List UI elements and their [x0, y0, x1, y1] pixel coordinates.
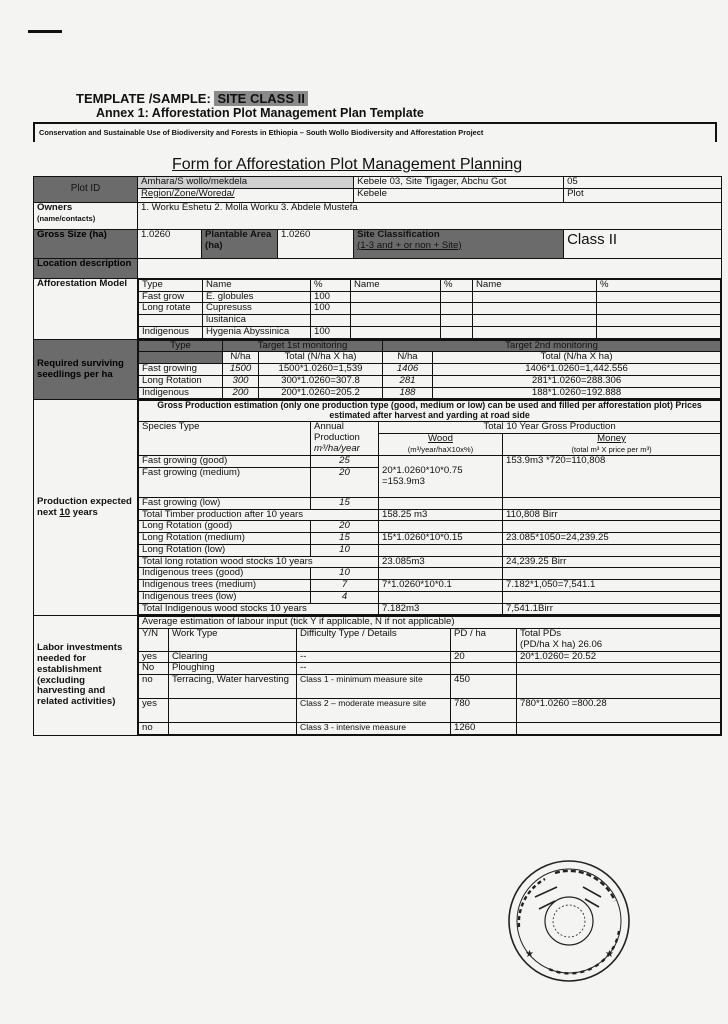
model-row-type: Indigenous	[139, 326, 203, 338]
production-row-species: Long Rotation (good)	[139, 521, 311, 533]
seedlings-sub-total: Total (N/ha X ha)	[259, 352, 383, 364]
gross-size-label: Gross Size (ha)	[34, 230, 138, 259]
labor-row-difficulty: Class 1 - minimum measure site	[297, 674, 451, 698]
labor-row-work: Terracing, Water harvesting	[169, 674, 297, 698]
planning-form-table	[33, 176, 722, 736]
labor-row-yn: no	[139, 674, 169, 698]
production-row-money: 7.182*1,050=7,541.1	[503, 580, 721, 592]
official-stamp-seal	[505, 857, 633, 985]
svg-text:★: ★	[605, 949, 614, 960]
labor-header-yn: Y/N	[139, 629, 169, 651]
production-header-annual: Annual Production m³/ha/year	[311, 422, 379, 456]
labor-row-difficulty: --	[297, 663, 451, 675]
labor-row-yn: yes	[139, 651, 169, 663]
production-total-row: Total Timber production after 10 years	[139, 509, 379, 521]
labor-row-work: Clearing	[169, 651, 297, 663]
labor-row-total: 780*1.0260 =800.28	[517, 698, 721, 722]
model-row-pct: 100	[311, 303, 351, 315]
owners-label: Owners (name/contacts)	[34, 203, 138, 230]
svg-text:★: ★	[525, 949, 534, 960]
production-row-annual: 15	[311, 497, 379, 509]
plot-id-label: Plot ID	[34, 177, 138, 203]
production-header-wood: Wood (m³/year/haX10x%)	[379, 433, 503, 455]
plot-number: 05	[564, 177, 721, 189]
labor-row-total	[517, 663, 721, 675]
model-header-pct: %	[311, 280, 351, 292]
production-row-money: 23.085*1050=24,239.25	[503, 533, 721, 545]
production-row-species: Indigenous trees (good)	[139, 568, 311, 580]
location-label: Location description	[34, 259, 138, 279]
production-total-row: Total Indigenous wood stocks 10 years	[139, 603, 379, 615]
labor-row-pd: 20	[451, 651, 517, 663]
seedlings-row-n2: 281	[383, 375, 433, 387]
plantable-area-value: 1.0260	[278, 230, 354, 259]
production-table	[138, 400, 721, 615]
labor-table	[138, 616, 721, 734]
production-row-species: Long Rotation (medium)	[139, 533, 311, 545]
model-header-name-2: Name	[351, 280, 441, 292]
production-row-annual: 10	[311, 544, 379, 556]
seedlings-label: Required surviving seedlings per ha	[34, 339, 138, 400]
labor-header-difficulty: Difficulty Type / Details	[297, 629, 451, 651]
afforestation-model-cell	[138, 279, 722, 340]
production-row-annual: 20	[311, 521, 379, 533]
model-row-pct: 100	[311, 326, 351, 338]
seedlings-row-n1: 1500	[223, 364, 259, 376]
seedlings-sub-nha-2: N/ha	[383, 352, 433, 364]
site-classification-label: Site Classification (1-3 and + or non + Site)	[354, 230, 564, 259]
production-row-wood: 158.25 m3	[379, 509, 503, 521]
labor-row-pd: 780	[451, 698, 517, 722]
production-row-money: 110,808 Birr	[503, 509, 721, 521]
model-row-pct: 100	[311, 291, 351, 303]
model-header-name-3: Name	[473, 280, 597, 292]
production-row-annual: 20	[311, 467, 379, 497]
seedlings-sub-nha: N/ha	[223, 352, 259, 364]
model-row-name: E. globules	[203, 291, 311, 303]
region-cell	[138, 177, 354, 203]
production-header-total: Total 10 Year Gross Production	[379, 422, 721, 434]
production-row-money: 153.9m3 *720=110,808	[503, 456, 721, 498]
location-value	[138, 259, 722, 279]
seedlings-row-type: Indigenous	[139, 387, 223, 399]
site-class-highlight: SITE CLASS II	[214, 91, 307, 106]
seedlings-row-t1: 1500*1.0260=1,539	[259, 364, 383, 376]
labor-header-pd: PD / ha	[451, 629, 517, 651]
template-heading	[76, 91, 308, 106]
owners-value: 1. Worku Eshetu 2. Molla Worku 3. Abdele Mustefa	[138, 203, 722, 230]
labor-row-difficulty: Class 3 - intensive measure	[297, 722, 451, 734]
model-row-name-cont: lusitanica	[203, 315, 311, 327]
production-row-wood: 15*1.0260*10*0.15	[379, 533, 503, 545]
seedlings-cell	[138, 339, 722, 400]
seedlings-sub-total-2: Total (N/ha X ha)	[433, 352, 721, 364]
model-row-name: Cupresuss	[203, 303, 311, 315]
production-row-species: Indigenous trees (low)	[139, 591, 311, 603]
production-row-species: Indigenous trees (medium)	[139, 580, 311, 592]
production-row-species: Fast growing (low)	[139, 497, 311, 509]
labor-row-pd	[451, 663, 517, 675]
template-label: TEMPLATE /SAMPLE:	[76, 91, 211, 106]
kebele-label: Kebele	[357, 187, 387, 199]
labor-row-difficulty: Class 2 – moderate measure site	[297, 698, 451, 722]
production-cell	[138, 400, 722, 616]
production-row-annual: 10	[311, 568, 379, 580]
model-table	[138, 279, 721, 339]
site-class-value: Class II	[564, 230, 722, 259]
labor-row-pd: 450	[451, 674, 517, 698]
plot-number-cell	[564, 177, 722, 203]
seedlings-header-target-1: Target 1st monitoring	[223, 340, 383, 352]
plantable-area-label: Plantable Area (ha)	[202, 230, 278, 259]
labor-row-pd: 1260	[451, 722, 517, 734]
labor-row-yn: yes	[139, 698, 169, 722]
production-label: Production expected next 10 years	[34, 400, 138, 616]
form-title: Form for Afforestation Plot Management Planning	[172, 156, 523, 173]
seedlings-row-n1: 300	[223, 375, 259, 387]
model-header-pct-2: %	[441, 280, 473, 292]
production-row-wood: 7.182m3	[379, 603, 503, 615]
labor-row-difficulty: --	[297, 651, 451, 663]
seedlings-table	[138, 340, 721, 400]
seedlings-row-t1: 300*1.0260=307.8	[259, 375, 383, 387]
production-total-row: Total long rotation wood stocks 10 years	[139, 556, 379, 568]
production-header-species: Species Type	[139, 422, 311, 456]
seedlings-row-n2: 188	[383, 387, 433, 399]
labor-note: Average estimation of labour input (tick Y if applicable, N if not applicable)	[139, 617, 721, 629]
production-row-annual: 15	[311, 533, 379, 545]
model-header-pct-3: %	[597, 280, 721, 292]
seedlings-header-target-2: Target 2nd monitoring	[383, 340, 721, 352]
production-row-annual: 25	[311, 456, 379, 468]
seedlings-row-t2: 1406*1.0260=1,442.556	[433, 364, 721, 376]
labor-cell	[138, 616, 722, 735]
labor-row-work: Ploughing	[169, 663, 297, 675]
production-row-annual: 7	[311, 580, 379, 592]
plot-label: Plot	[567, 187, 584, 199]
gross-size-value: 1.0260	[138, 230, 202, 259]
production-header-money: Money (total m³ X price per m³)	[503, 433, 721, 455]
production-note: Gross Production estimation (only one production type (good, medium or low) can be used and filled per afforestation plot) Prices estimated after harvest and yarding at road side	[139, 401, 721, 422]
region-label: Region/Zone/Woreda/	[141, 187, 235, 199]
production-row-wood: 20*1.0260*10*0.75 =153.9m3	[379, 456, 503, 498]
production-row-money: 24,239.25 Birr	[503, 556, 721, 568]
labor-header-total: Total PDs (PD/ha X ha) 26.06	[517, 629, 721, 651]
labor-row-yn: no	[139, 722, 169, 734]
top-dash-mark	[28, 30, 62, 33]
seedlings-row-type: Fast growing	[139, 364, 223, 376]
production-row-species: Long Rotation (low)	[139, 544, 311, 556]
seedlings-row-t2: 281*1.0260=288.306	[433, 375, 721, 387]
kebele-cell	[354, 177, 564, 203]
seedlings-row-n1: 200	[223, 387, 259, 399]
model-header-type: Type	[139, 280, 203, 292]
annex-title: Annex 1: Afforestation Plot Management Plan Template	[96, 106, 424, 120]
production-row-money: 7,541.1Birr	[503, 603, 721, 615]
production-row-annual: 4	[311, 591, 379, 603]
seedlings-header-type: Type	[139, 340, 223, 352]
production-row-wood: 23.085m3	[379, 556, 503, 568]
production-row-wood: 7*1.0260*10*0.1	[379, 580, 503, 592]
model-row-name: Hygenia Abyssinica	[203, 326, 311, 338]
labor-row-total: 20*1.0260= 20.52	[517, 651, 721, 663]
model-header-name: Name	[203, 280, 311, 292]
seedlings-row-t1: 200*1.0260=205.2	[259, 387, 383, 399]
labor-row-total	[517, 722, 721, 734]
labor-header-work-type: Work Type	[169, 629, 297, 651]
seedlings-row-n2: 1406	[383, 364, 433, 376]
seedlings-row-type: Long Rotation	[139, 375, 223, 387]
labor-row-work	[169, 698, 297, 722]
project-banner: Conservation and Sustainable Use of Biodiversity and Forests in Ethiopia – South Wollo Biodiversity and Afforestation Project	[33, 122, 717, 142]
afforestation-model-label: Afforestation Model	[34, 279, 138, 340]
kebele-value: Kebele 03, Site Tigager, Abchu Got	[354, 177, 563, 189]
model-row-type: Fast grow	[139, 291, 203, 303]
labor-row-yn: No	[139, 663, 169, 675]
labor-row-work	[169, 722, 297, 734]
labor-label: Labor investments needed for establishment (excluding harvesting and related activities)	[34, 616, 138, 735]
production-row-species: Fast growing (medium)	[139, 467, 311, 497]
production-row-species: Fast growing (good)	[139, 456, 311, 468]
seedlings-row-t2: 188*1.0260=192.888	[433, 387, 721, 399]
labor-row-total	[517, 674, 721, 698]
region-value: Amhara/S wollo/mekdela	[138, 177, 353, 189]
model-row-type: Long rotate	[139, 303, 203, 315]
